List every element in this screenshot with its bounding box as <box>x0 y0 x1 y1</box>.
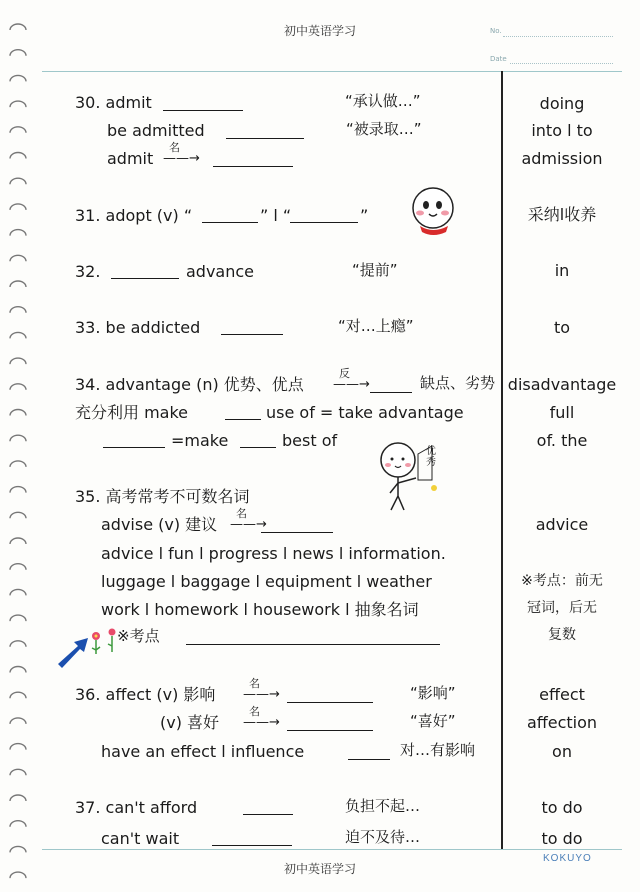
arrow-label: 名 <box>249 705 260 718</box>
blank <box>287 730 373 731</box>
entry-35-title: 35. 高考常考不可数名词 <box>75 487 250 506</box>
entry-30-answer-1: doing <box>539 94 585 113</box>
entry-35-note-3: 复数 <box>548 627 576 643</box>
no-label: No. <box>490 27 502 35</box>
entry-34-answer-1: disadvantage <box>507 375 617 394</box>
arrow-label: 名 <box>236 507 247 520</box>
arrow-icon: 名 ——→ <box>163 141 200 166</box>
entry-35-line5: ※考点 <box>117 627 160 645</box>
blank <box>370 392 412 393</box>
arrow-icon: 名 ——→ <box>230 507 267 532</box>
entry-32-answer: in <box>554 261 570 280</box>
entry-30-line1-cn: “承认做…” <box>345 92 421 110</box>
flower-arrow-doodle-icon <box>52 622 122 670</box>
entry-34-answer-3: of. the <box>536 431 588 450</box>
blank <box>348 759 390 760</box>
entry-36-line2-cn: “喜好” <box>410 712 456 730</box>
entry-35-note-1: ※考点：前无 <box>521 573 603 589</box>
entry-37-line2-cn: 迫不及待… <box>345 828 421 846</box>
arrow-label: 反 <box>339 367 350 380</box>
entry-30-line3: admit <box>107 149 154 168</box>
arrow-label: 名 <box>249 677 260 690</box>
entry-36-answer-2: affection <box>526 713 598 732</box>
blank <box>290 222 358 223</box>
entry-30-line2: be admitted <box>107 121 205 140</box>
date-label: Date <box>490 55 507 63</box>
entry-36-line3: have an effect l influence <box>101 742 305 761</box>
entry-36-line3-cn: 对…有影响 <box>400 741 476 759</box>
entry-37-line1-cn: 负担不起… <box>345 797 421 815</box>
arrow-icon: 名 ——→ <box>243 705 280 730</box>
entry-35-line3: luggage l baggage l equipment l weather <box>101 572 432 591</box>
entry-37-line1: 37. can't afford <box>75 798 198 817</box>
answer-column-divider <box>501 71 503 849</box>
entry-34-line1-cn: 缺点、劣势 <box>420 374 496 392</box>
entry-34-line1: 34. advantage (n) 优势、优点 <box>75 375 304 394</box>
spiral-binding <box>0 0 40 892</box>
top-rule <box>42 71 622 72</box>
entry-36-line1-cn: “影响” <box>410 684 456 702</box>
arrow-icon: 反 ——→ <box>333 367 370 392</box>
entry-31-line1: 31. adopt (v) “ <box>75 206 193 225</box>
entry-34-line2-cn: 充分利用 make <box>75 403 189 422</box>
entry-36-answer-3: on <box>552 742 572 761</box>
blank <box>240 447 276 448</box>
badge-text: 优秀 <box>426 446 436 468</box>
page-footer-title: 初中英语学习 <box>283 862 356 876</box>
entry-34-line3-end: best of <box>282 431 338 450</box>
entry-35-line4: work l homework l housework l 抽象名词 <box>101 600 419 619</box>
entry-35-note-2: 冠词，后无 <box>527 600 597 616</box>
blank <box>243 814 293 815</box>
blank <box>111 278 179 279</box>
entry-36-line1: 36. affect (v) 影响 <box>75 685 216 704</box>
blank <box>186 644 440 645</box>
date-line <box>510 63 613 64</box>
entry-30-line2-cn: “被录取…” <box>346 120 422 138</box>
entry-34-line3-mid: =make <box>171 431 229 450</box>
blank <box>287 702 373 703</box>
entry-30-answer-2: into l to <box>531 121 593 140</box>
entry-35-line2: advice l fun l progress l news l information. <box>101 544 446 563</box>
entry-37-line2: can't wait <box>101 829 180 848</box>
entry-34-line2-rest: use of = take advantage <box>266 403 464 422</box>
blank <box>103 447 165 448</box>
entry-31-answer: 采纳l收养 <box>527 205 597 224</box>
entry-36-answer-1: effect <box>539 685 585 704</box>
blank <box>213 166 293 167</box>
entry-34-answer-2: full <box>549 403 575 422</box>
entry-33-cn: “对…上瘾” <box>338 317 414 335</box>
entry-37-answer-2: to do <box>541 829 583 848</box>
entry-35-answer: advice <box>535 515 589 534</box>
page-header-title: 初中英语学习 <box>283 24 356 38</box>
entry-32-num: 32. <box>75 262 101 281</box>
blank <box>225 419 261 420</box>
entry-33-answer: to <box>553 318 571 337</box>
no-line <box>503 36 613 37</box>
brand-logo: KOKUYO <box>543 853 592 864</box>
entry-32-cn: “提前” <box>352 261 398 279</box>
entry-30-answer-3: admission <box>521 149 603 168</box>
entry-33-text: 33. be addicted <box>75 318 201 337</box>
blank <box>226 138 304 139</box>
entry-35-line1: advise (v) 建议 <box>101 515 218 534</box>
entry-32-text: advance <box>186 262 255 281</box>
arrow-label: 名 <box>169 141 180 154</box>
entry-30-line1: 30. admit <box>75 93 152 112</box>
blank <box>212 845 292 846</box>
cute-face-doodle-icon <box>408 186 460 240</box>
bottom-rule <box>42 849 622 850</box>
entry-37-answer-1: to do <box>541 798 583 817</box>
blank <box>202 222 258 223</box>
entry-31-end: ” <box>360 206 369 225</box>
blank <box>261 532 333 533</box>
arrow-icon: 名 ——→ <box>243 677 280 702</box>
blank <box>221 334 283 335</box>
entry-31-mid: ” l “ <box>260 206 292 225</box>
blank <box>163 110 243 111</box>
entry-36-line2: (v) 喜好 <box>160 713 220 732</box>
